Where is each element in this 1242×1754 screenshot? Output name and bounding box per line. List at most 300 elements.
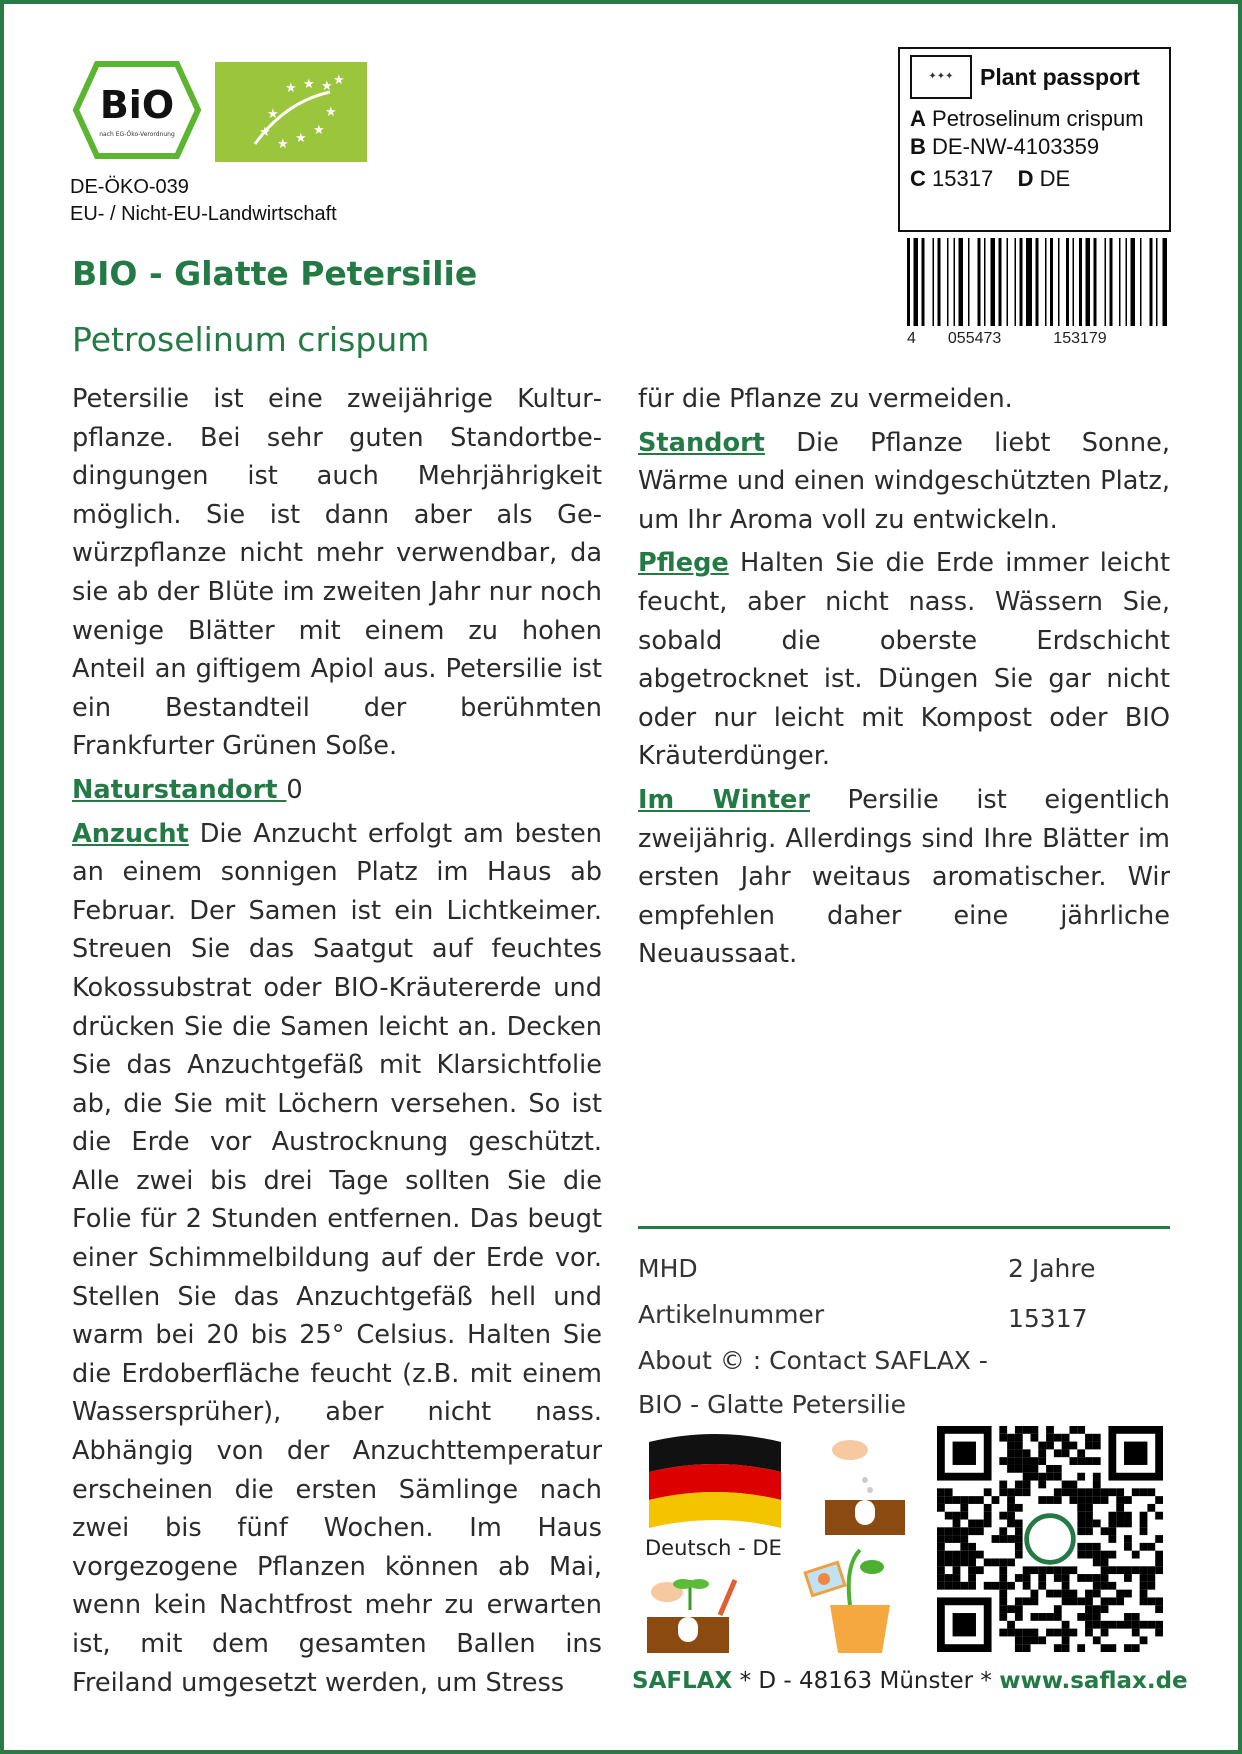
qr-module [960, 1535, 968, 1543]
qr-module [1108, 1527, 1116, 1535]
qr-module [999, 1605, 1007, 1613]
barcode-bar [1026, 238, 1032, 326]
qr-module [1069, 1481, 1077, 1489]
qr-module [999, 1488, 1007, 1496]
qr-module [1093, 1496, 1101, 1504]
qr-module [968, 1543, 976, 1551]
qr-module [1007, 1434, 1015, 1442]
qr-module [1101, 1629, 1109, 1637]
qr-module [1015, 1574, 1023, 1582]
potted-seedling-icon [800, 1545, 910, 1655]
qr-module [1038, 1449, 1046, 1457]
eco-control-code: DE-ÖKO-039 [70, 176, 189, 198]
qr-module [1085, 1527, 1093, 1535]
address: * D - 48163 Münster * [732, 1668, 1000, 1694]
qr-module [1015, 1434, 1023, 1442]
barcode-bar [1126, 238, 1128, 326]
c-label: C [910, 166, 926, 191]
qr-module [945, 1574, 953, 1582]
barcode-bar [1105, 238, 1107, 326]
pflege-text: Halten Sie die Erde immer leicht feucht, aber nicht nass. Wässern Sie, sobald die oberste Erdschicht abgetrocknet ist. Düngen Sie gar nicht oder nur leicht mit Kompost oder BIO Kräuterdünger. [638, 548, 1170, 772]
qr-module [1062, 1582, 1070, 1590]
qr-module [1085, 1613, 1093, 1621]
qr-module [1038, 1574, 1046, 1582]
qr-module [1046, 1496, 1054, 1504]
barcode-digit-first: 4 [907, 330, 916, 347]
svg-text:★: ★ [333, 73, 345, 88]
qr-module [992, 1582, 1000, 1590]
qr-module [1023, 1473, 1031, 1481]
qr-module [1062, 1434, 1070, 1442]
qr-module [1085, 1457, 1093, 1465]
qr-module [1093, 1473, 1101, 1481]
qr-module [1046, 1590, 1054, 1598]
qr-module [1140, 1488, 1148, 1496]
qr-module [999, 1574, 1007, 1582]
qr-module [1015, 1543, 1023, 1551]
qr-module [984, 1504, 992, 1512]
qr-module [1093, 1434, 1101, 1442]
qr-module [1007, 1582, 1015, 1590]
barcode-bar [959, 238, 964, 326]
qr-module [1077, 1449, 1085, 1457]
qr-module [1140, 1566, 1148, 1574]
qr-module [1140, 1597, 1148, 1605]
svg-text:nach EG-Öko-Verordnung: nach EG-Öko-Verordnung [99, 131, 175, 138]
barcode-bar [1079, 238, 1082, 326]
qr-module [945, 1558, 953, 1566]
qr-module [1069, 1457, 1077, 1465]
qr-module [1147, 1574, 1155, 1582]
qr-module [1031, 1465, 1039, 1473]
qr-module [999, 1434, 1007, 1442]
qr-module [1155, 1605, 1163, 1613]
qr-module [984, 1582, 992, 1590]
qr-module [1007, 1512, 1015, 1520]
qr-module [1124, 1496, 1132, 1504]
qr-module [1015, 1597, 1023, 1605]
qr-module [953, 1558, 961, 1566]
barcode-bar [1073, 238, 1075, 326]
anzucht-continued: für die Pflanze zu vermeiden. [638, 384, 1013, 414]
qr-module [1093, 1582, 1101, 1590]
qr-module [1077, 1644, 1085, 1652]
qr-module [1077, 1496, 1085, 1504]
qr-module [1093, 1605, 1101, 1613]
barcode-bar [1066, 238, 1069, 326]
svg-text:★: ★ [295, 131, 307, 146]
qr-module [1093, 1520, 1101, 1528]
qr-module [1101, 1574, 1109, 1582]
qr-module [937, 1488, 945, 1496]
qr-module [968, 1527, 976, 1535]
qr-module [1054, 1465, 1062, 1473]
barcode-bar [968, 238, 970, 326]
winter-text: Persilie ist eigentlich zweijährig. Allerdings sind Ihre Blätter im ersten Jahr weitaus aromatischer. Wir empfehlen daher eine jährliche Neuaussaat. [638, 784, 1170, 970]
qr-module [1093, 1590, 1101, 1598]
qr-module [1031, 1566, 1039, 1574]
qr-module [1093, 1558, 1101, 1566]
qr-module [1085, 1597, 1093, 1605]
qr-module [1069, 1597, 1077, 1605]
qr-module [937, 1551, 945, 1559]
mhd-value: 2 Jahre [1008, 1254, 1096, 1283]
qr-module [992, 1496, 1000, 1504]
svg-text:★: ★ [259, 125, 271, 140]
qr-module [1155, 1558, 1163, 1566]
qr-module [999, 1582, 1007, 1590]
barcode-bar [1131, 238, 1136, 326]
qr-module [1077, 1543, 1085, 1551]
qr-module [968, 1582, 976, 1590]
qr-module [953, 1613, 976, 1636]
qr-module [1116, 1488, 1124, 1496]
qr-module [1124, 1613, 1132, 1621]
qr-module [1054, 1449, 1062, 1457]
qr-module [960, 1512, 968, 1520]
barcode-bar [1050, 238, 1053, 326]
winter-heading: Im Winter [638, 784, 810, 815]
qr-module [1116, 1590, 1124, 1598]
qr-module [1007, 1621, 1015, 1629]
qr-module [999, 1558, 1007, 1566]
svg-text:★: ★ [325, 105, 337, 120]
svg-text:BiO: BiO [99, 83, 175, 127]
qr-module [1023, 1597, 1031, 1605]
qr-module [968, 1558, 976, 1566]
qr-module [1069, 1442, 1077, 1450]
qr-module [953, 1442, 976, 1465]
qr-module [1015, 1449, 1023, 1457]
qr-module [1015, 1481, 1023, 1489]
qr-module [937, 1566, 945, 1574]
qr-module [1124, 1566, 1132, 1574]
qr-module [1023, 1488, 1031, 1496]
qr-module [1116, 1566, 1124, 1574]
naturstandort-heading: Naturstandort [72, 774, 287, 805]
qr-module [1062, 1644, 1070, 1652]
svg-text:★: ★ [277, 137, 289, 152]
qr-module [1007, 1558, 1015, 1566]
qr-module [999, 1535, 1007, 1543]
qr-module [945, 1496, 953, 1504]
qr-module [999, 1566, 1007, 1574]
qr-module [1155, 1597, 1163, 1605]
qr-module [1147, 1597, 1155, 1605]
barcode-bar [1007, 238, 1009, 326]
qr-module [999, 1629, 1007, 1637]
qr-module [1062, 1449, 1070, 1457]
about-product: BIO - Glatte Petersilie [638, 1390, 906, 1419]
qr-module [1140, 1512, 1148, 1520]
qr-module [953, 1512, 961, 1520]
qr-code[interactable] [935, 1426, 1165, 1652]
qr-module [1101, 1582, 1109, 1590]
svg-text:★: ★ [303, 77, 315, 92]
qr-module [1038, 1582, 1046, 1590]
barcode-bar [938, 238, 941, 326]
qr-module [1085, 1574, 1093, 1582]
qr-module [984, 1520, 992, 1528]
barcode-bars [905, 238, 1170, 326]
qr-module [1077, 1488, 1085, 1496]
qr-module [1023, 1629, 1031, 1637]
barcode-bar [954, 238, 956, 326]
qr-module [960, 1504, 968, 1512]
b-label: B [910, 134, 926, 159]
barcode-bar [922, 238, 925, 326]
qr-module [1101, 1597, 1109, 1605]
qr-module [937, 1496, 945, 1504]
planting-icon [645, 1570, 755, 1655]
qr-module [1062, 1597, 1070, 1605]
qr-module [1124, 1442, 1147, 1465]
qr-module [1132, 1551, 1140, 1559]
qr-module [1147, 1566, 1155, 1574]
qr-module [1007, 1535, 1015, 1543]
svg-text:★: ★ [313, 123, 325, 138]
a-label: A [910, 106, 926, 131]
intro-paragraph: Petersilie ist eine zweijährige Kulturpflanze. Bei sehr guten Standortbedingungen ist auch Mehrjährigkeit möglich. Sie ist dann aber als Gewürzpflanze nicht mehr verwendbar, da sie ab der Blüte im zweiten Jahr nur noch wenige Blätter mit einem zu hohen Anteil an giftigem Apiol aus. Petersilie ist ein Bestandteil der berühmten Frankfurter Grünen Soße. [72, 384, 602, 762]
qr-module [1077, 1520, 1085, 1528]
qr-module [1093, 1442, 1101, 1450]
qr-module [1023, 1566, 1031, 1574]
qr-module [1054, 1488, 1062, 1496]
qr-module [976, 1527, 984, 1535]
barcode-bar [1058, 238, 1060, 326]
qr-module [1015, 1636, 1023, 1644]
qr-module [1155, 1535, 1163, 1543]
qr-module [1108, 1621, 1116, 1629]
qr-module [1038, 1636, 1046, 1644]
qr-module [1132, 1613, 1140, 1621]
botanical-name: Petroselinum crispum [932, 106, 1144, 131]
qr-module [1101, 1566, 1109, 1574]
qr-module [1124, 1520, 1132, 1528]
qr-module [1140, 1574, 1148, 1582]
qr-module [1124, 1644, 1132, 1652]
qr-module [1085, 1543, 1093, 1551]
sowing-icon [820, 1430, 910, 1540]
qr-module [1085, 1621, 1093, 1629]
text-column-right [638, 380, 1170, 979]
qr-module [1031, 1473, 1039, 1481]
qr-module [968, 1574, 976, 1582]
qr-module [1101, 1551, 1109, 1559]
qr-module [1023, 1574, 1031, 1582]
qr-module [1046, 1473, 1054, 1481]
qr-module [1093, 1481, 1101, 1489]
qr-module [1077, 1597, 1085, 1605]
qr-module [1124, 1535, 1132, 1543]
svg-text:★: ★ [285, 81, 297, 96]
qr-module [960, 1558, 968, 1566]
qr-module [945, 1582, 953, 1590]
qr-module [1054, 1434, 1062, 1442]
qr-module [1069, 1488, 1077, 1496]
barcode-bar [991, 238, 996, 326]
qr-module [1007, 1442, 1015, 1450]
qr-module [937, 1527, 945, 1535]
qr-module [1007, 1605, 1015, 1613]
naturstandort-paragraph [72, 771, 602, 810]
qr-module [1132, 1621, 1140, 1629]
qr-module [976, 1566, 984, 1574]
qr-module [1116, 1496, 1124, 1504]
qr-module [1124, 1621, 1132, 1629]
certification-info [70, 174, 337, 228]
qr-module [1140, 1621, 1148, 1629]
qr-module [1007, 1465, 1015, 1473]
qr-module [1054, 1496, 1062, 1504]
qr-module [1085, 1629, 1093, 1637]
qr-module [1124, 1574, 1132, 1582]
svg-text:★: ★ [321, 79, 333, 94]
qr-module [1054, 1629, 1062, 1637]
qr-module [1108, 1488, 1116, 1496]
qr-module [937, 1535, 945, 1543]
barcode-bar [1094, 238, 1097, 326]
qr-module [1101, 1488, 1109, 1496]
barcode-bar [1086, 238, 1091, 326]
qr-module [1062, 1629, 1070, 1637]
qr-module [1085, 1551, 1093, 1559]
qr-module [1023, 1582, 1031, 1590]
qr-module [1108, 1566, 1116, 1574]
qr-module [1062, 1574, 1070, 1582]
qr-module [1007, 1457, 1015, 1465]
qr-module [1023, 1512, 1078, 1567]
qr-module [1062, 1621, 1070, 1629]
qr-module [953, 1551, 961, 1559]
barcode-bar [933, 238, 935, 326]
qr-module [1077, 1426, 1085, 1434]
barcode-bar [1036, 238, 1039, 326]
naturstandort-text: 0 [286, 774, 303, 805]
qr-module [1108, 1512, 1116, 1520]
qr-module [1038, 1457, 1046, 1465]
plant-passport [898, 47, 1171, 232]
latin-name: Petroselinum crispum [72, 320, 430, 359]
product-title: BIO - Glatte Petersilie [72, 254, 478, 293]
qr-module [1108, 1551, 1116, 1559]
qr-module [1085, 1504, 1093, 1512]
anzucht-text: Die Anzucht erfolgt am besten an einem sonnigen Platz im Haus ab Februar. Der Samen ist ein Lichtkeimer. Streuen Sie das Saatgut auf feuchtes Kokossubstrat oder BIO-Kräutererde und drücken Sie die Samen leicht an. Decken Sie das Anzuchtgefäß mit Klarsichtfolie ab, die Sie mit Löchern versehen. So ist die Erde vor Austrocknung geschützt. Alle zwei bis drei Tage sollten Sie die Folie für 2 Stunden entfernen. Das beugt einer Schimmelbildung auf der Erde vor. Stellen Sie das Anzuchtgefäß hell und warm bei 20 bis 25° Celsius. Halten Sie die Erdoberfläche feucht (z.B. mit einem Wassersprüher), aber nicht nass. Abhängig von der Anzuchttemperatur erscheinen die ersten Sämlinge nach zwei bis fünf Wochen. Im Haus vorgezogene Pflanzen können ab Mai, wenn kein Nachtfrost mehr zu erwarten ist, mit dem gesamten Ballen ins Freiland umgesetzt werden, um Stress [72, 818, 602, 1698]
qr-module [937, 1543, 945, 1551]
traceability-code: 15317 [932, 166, 994, 191]
qr-module [1124, 1543, 1132, 1551]
qr-module [1015, 1613, 1023, 1621]
qr-module [1046, 1629, 1054, 1637]
qr-module [953, 1582, 961, 1590]
qr-module [1069, 1629, 1077, 1637]
qr-module [1155, 1629, 1163, 1637]
qr-module [1116, 1512, 1124, 1520]
qr-module [1007, 1488, 1015, 1496]
winter-paragraph [638, 781, 1170, 974]
qr-module [1101, 1605, 1109, 1613]
qr-module [1054, 1644, 1062, 1652]
qr-module [1062, 1481, 1070, 1489]
qr-module [945, 1488, 953, 1496]
qr-module [1101, 1621, 1109, 1629]
barcode-bar [978, 238, 981, 326]
qr-module [937, 1574, 945, 1582]
qr-module [1007, 1629, 1015, 1637]
qr-module [1101, 1644, 1109, 1652]
qr-module [1054, 1590, 1062, 1598]
pflege-heading: Pflege [638, 548, 729, 579]
origin-country: DE [1039, 166, 1071, 191]
qr-module [1069, 1426, 1077, 1434]
qr-module [960, 1527, 968, 1535]
qr-module [1069, 1566, 1077, 1574]
qr-module [1015, 1504, 1023, 1512]
qr-module [1015, 1527, 1023, 1535]
qr-module [1155, 1621, 1163, 1629]
barcode-bar [1110, 238, 1113, 326]
qr-module [1023, 1457, 1031, 1465]
qr-module [1077, 1473, 1085, 1481]
qr-module [1132, 1488, 1140, 1496]
qr-module [1108, 1535, 1116, 1543]
qr-module [1116, 1504, 1124, 1512]
anzucht-heading: Anzucht [72, 818, 189, 849]
qr-module [937, 1582, 945, 1590]
qr-module [945, 1527, 953, 1535]
qr-module [1038, 1566, 1046, 1574]
qr-module [1140, 1520, 1148, 1528]
qr-module [1046, 1465, 1054, 1473]
qr-module [999, 1527, 1007, 1535]
qr-module [1147, 1543, 1155, 1551]
qr-module [960, 1551, 968, 1559]
qr-module [1054, 1574, 1062, 1582]
qr-module [1085, 1496, 1093, 1504]
qr-module [1023, 1644, 1031, 1652]
qr-module [1085, 1434, 1093, 1442]
qr-module [1031, 1636, 1039, 1644]
qr-module [1038, 1442, 1046, 1450]
qr-module [1046, 1434, 1054, 1442]
barcode-bar [1020, 238, 1023, 326]
qr-module [1015, 1535, 1023, 1543]
qr-module [1077, 1504, 1085, 1512]
qr-module [1147, 1504, 1155, 1512]
qr-module [953, 1496, 961, 1504]
qr-module [1069, 1590, 1077, 1598]
barcode-bar [907, 238, 910, 326]
qr-module [1155, 1566, 1163, 1574]
qr-module [1116, 1621, 1124, 1629]
qr-module [953, 1520, 961, 1528]
pflege-paragraph [638, 544, 1170, 776]
qr-module [1116, 1597, 1124, 1605]
qr-module [945, 1535, 953, 1543]
qr-module [1132, 1644, 1140, 1652]
qr-module [1031, 1613, 1039, 1621]
barcode-bar [1119, 238, 1121, 326]
website-link[interactable]: www.saflax.de [999, 1668, 1188, 1694]
qr-module [1031, 1434, 1039, 1442]
qr-module [1077, 1613, 1085, 1621]
qr-module [999, 1512, 1007, 1520]
qr-module [1108, 1582, 1116, 1590]
qr-module [1015, 1457, 1023, 1465]
registration-number: DE-NW-4103359 [932, 134, 1100, 159]
qr-module [1116, 1520, 1124, 1528]
qr-module [1124, 1590, 1132, 1598]
